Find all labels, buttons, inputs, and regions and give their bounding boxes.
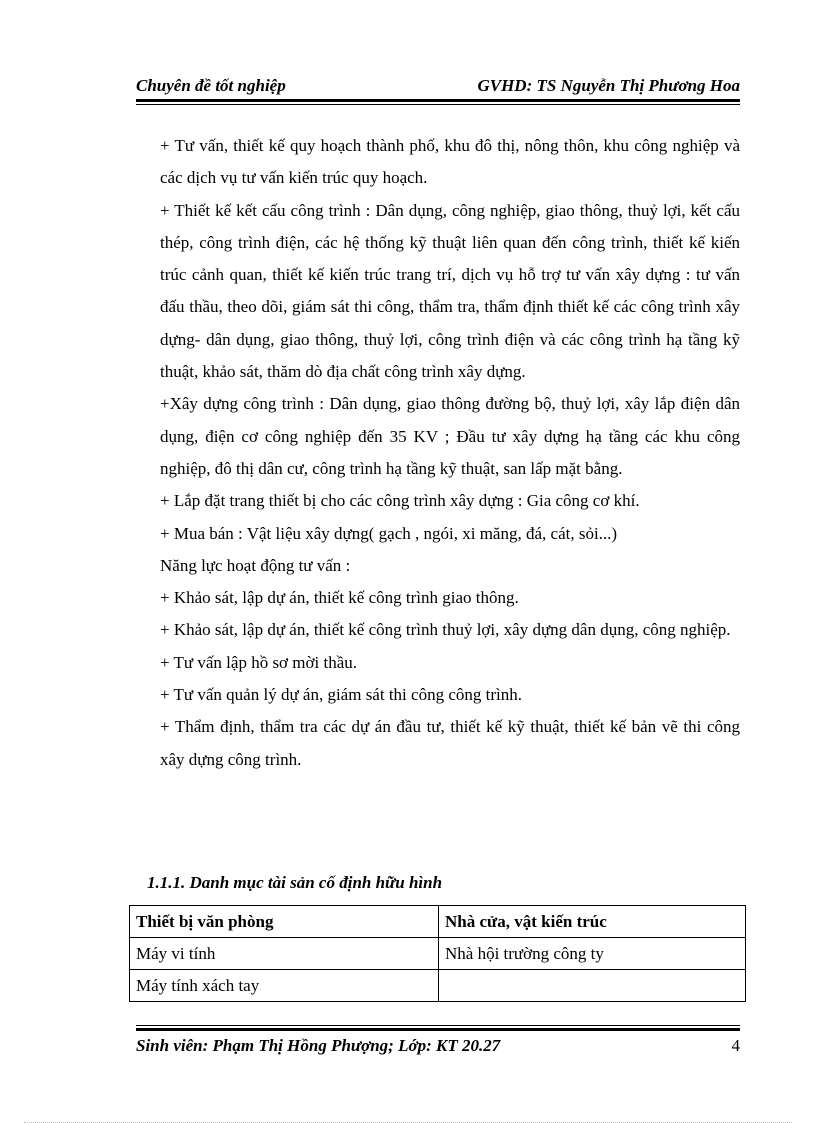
table-row bbox=[130, 970, 746, 1002]
paragraph: + Tư vấn quản lý dự án, giám sát thi công công trình. bbox=[160, 685, 522, 705]
fixed-assets-table bbox=[129, 905, 746, 1002]
table-header-cell: Nhà cửa, vật kiến trúc bbox=[439, 906, 746, 938]
section-title: 1.1.1. Danh mục tài sản cố định hữu hình bbox=[147, 873, 443, 892]
paragraph: + Thẩm định, thẩm tra các dự án đầu tư, thiết kế kỹ thuật, thiết kế bản vẽ thi công xây dựng công trình. bbox=[160, 717, 740, 769]
page-header bbox=[136, 76, 740, 100]
paragraph: + Tư vấn lập hồ sơ mời thầu. bbox=[160, 652, 358, 672]
header-advisor: GVHD: TS Nguyễn Thị Phương Hoa bbox=[477, 76, 740, 95]
header-rule-thin bbox=[136, 104, 740, 105]
paragraph: + Thiết kế kết cấu công trình : Dân dụng, công nghiệp, giao thông, thuỷ lợi, kết cấu thép, công trình điện, các hệ thống kỹ thuật liên quan đến công trình, thiết kế kiến trúc cảnh quan, thiết kế kiến trúc trang trí, dịch vụ hỗ trợ tư vấn xây dựng : tư vấn đấu thầu, theo dõi, giám sát thi công, thẩm tra, thẩm định thiết kế các công trình xây dựng- dân dụng, giao thông, thuỷ lợi, công trình điện và các công trình hạ tầng kỹ thuật, khảo sát, thăm dò địa chất công trình xây dựng. bbox=[160, 200, 740, 382]
table-cell: Máy vi tính bbox=[130, 938, 439, 970]
page-number: 4 bbox=[731, 1036, 740, 1055]
paragraph: + Lắp đặt trang thiết bị cho các công trình xây dựng : Gia công cơ khí. bbox=[160, 491, 640, 511]
table-cell bbox=[439, 970, 746, 1002]
header-rule-thick bbox=[136, 99, 740, 102]
paragraph: +Xây dựng công trình : Dân dụng, giao thông đường bộ, thuỷ lợi, xây lắp điện dân dụng, điện cơ công nghiệp đến 35 KV ; Đầu tư xây dựng hạ tầng các khu công nghiệp, đô thị dân cư, công trình hạ tầng kỹ thuật, san lấp mặt bằng. bbox=[160, 394, 740, 478]
paragraph: + Khảo sát, lập dự án, thiết kế công trình thuỷ lợi, xây dựng dân dụng, công nghiệp. bbox=[160, 620, 731, 640]
footer-student-info: Sinh viên: Phạm Thị Hồng Phượng; Lớp: KT 20.27 bbox=[136, 1036, 501, 1055]
body-text bbox=[160, 130, 740, 776]
table-cell: Máy tính xách tay bbox=[130, 970, 439, 1002]
paragraph: + Mua bán : Vật liệu xây dựng( gạch , ngói, xi măng, đá, cát, sỏi...) bbox=[160, 523, 618, 543]
footer-rule-thin bbox=[136, 1025, 740, 1026]
header-document-title: Chuyên đề tốt nghiệp bbox=[136, 76, 286, 95]
table-row bbox=[130, 938, 746, 970]
page-footer bbox=[136, 1036, 740, 1060]
table-cell: Nhà hội trường công ty bbox=[439, 938, 746, 970]
table-header-row bbox=[130, 906, 746, 938]
footer-rule-thick bbox=[136, 1028, 740, 1031]
paragraph: + Khảo sát, lập dự án, thiết kế công trình giao thông. bbox=[160, 588, 519, 608]
paragraph: Năng lực hoạt động tư vấn : bbox=[160, 555, 351, 575]
table-header-cell: Thiết bị văn phòng bbox=[130, 906, 439, 938]
paragraph: + Tư vấn, thiết kế quy hoạch thành phố, khu đô thị, nông thôn, khu công nghiệp và các dịch vụ tư vấn kiến trúc quy hoạch. bbox=[160, 136, 740, 188]
